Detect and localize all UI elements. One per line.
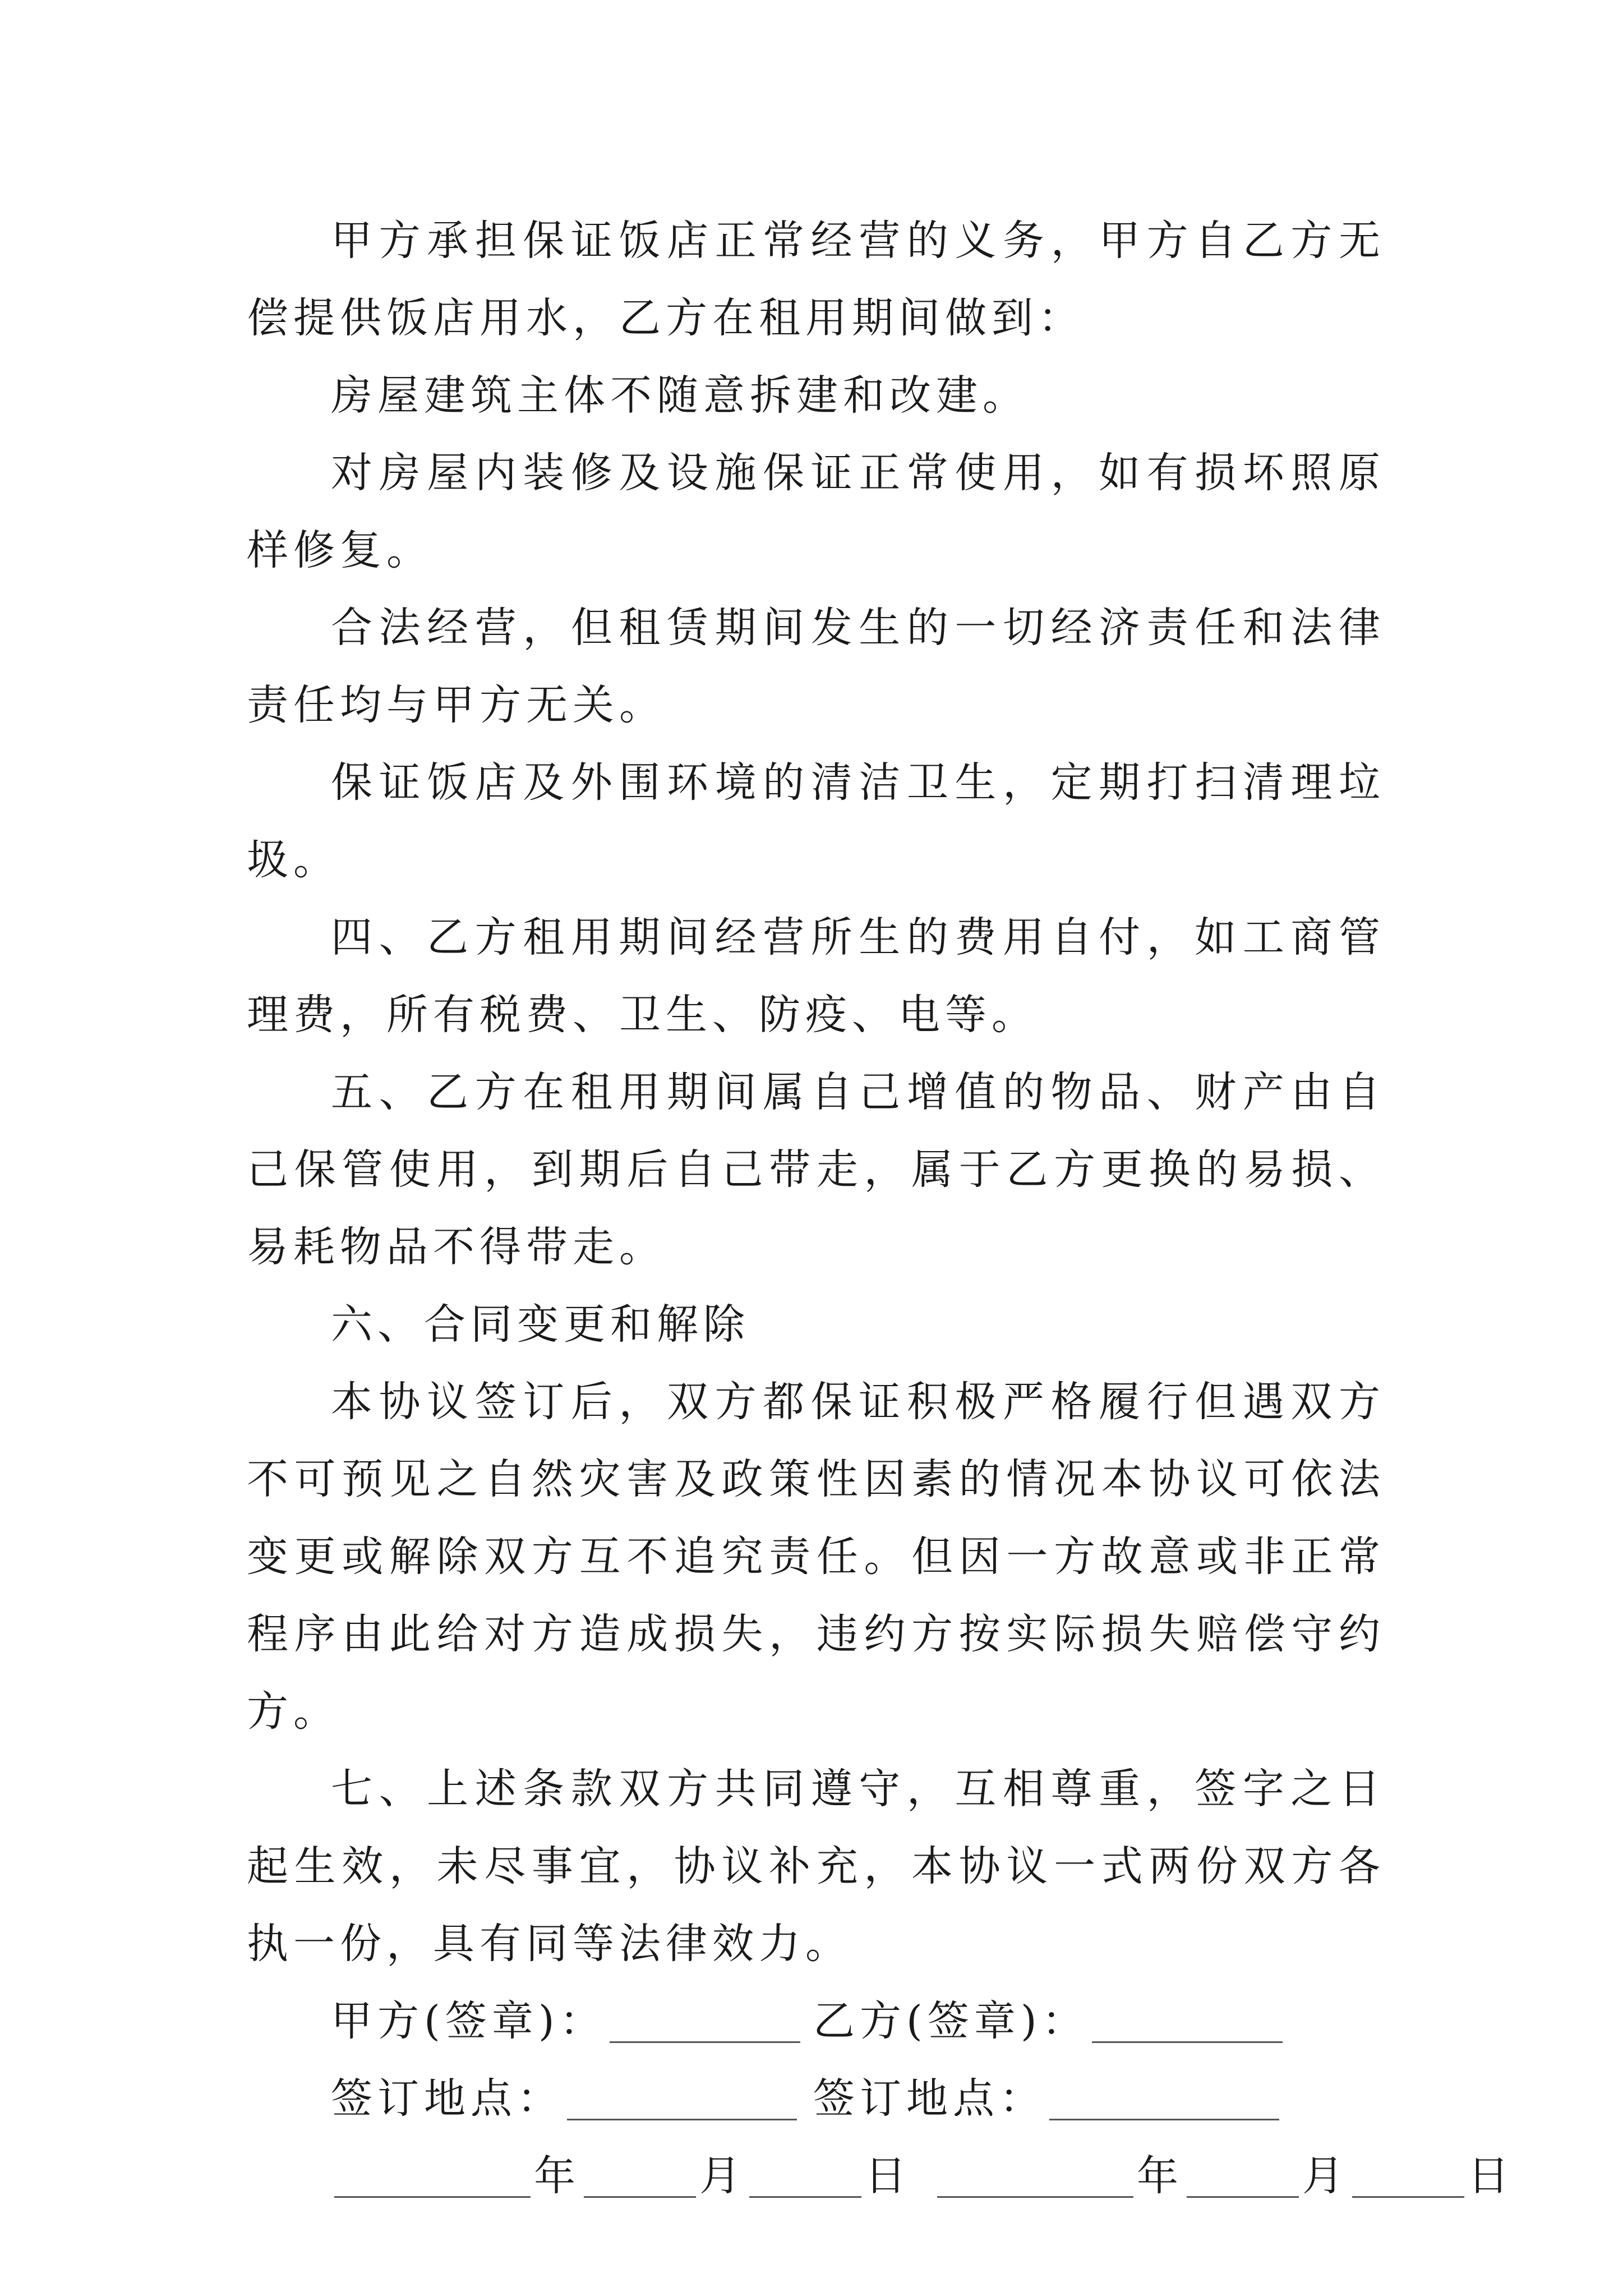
place-row bbox=[247, 2060, 1385, 2137]
paragraph-structure: 房屋建筑主体不随意拆建和改建。 bbox=[331, 371, 1029, 420]
party-b-place bbox=[813, 2060, 1283, 2137]
paragraph-decoration: 对房屋内装修及设施保证正常使用，如有损坏照原样修复。 bbox=[247, 449, 1385, 574]
party-a-signature-blank bbox=[610, 2041, 800, 2043]
party-a-day-label: 日 bbox=[865, 2152, 911, 2200]
party-a-label: 甲方(签章)： bbox=[331, 1997, 606, 2045]
party-b-place-blank bbox=[1049, 2119, 1279, 2120]
paragraph-clause-7: 七、上述条款双方共同遵守，互相尊重，签字之日起生效，未尽事宜，协议补充，本协议一式两份双方各执一份，具有同等法律效力。 bbox=[247, 1765, 1385, 1968]
party-a-date bbox=[331, 2137, 911, 2215]
party-b-day-blank bbox=[1352, 2196, 1464, 2198]
paragraph-legal-operation: 合法经营，但租赁期间发生的一切经济责任和法律责任均与甲方无关。 bbox=[247, 604, 1385, 729]
party-b-year-blank bbox=[937, 2196, 1133, 2198]
party-b-day-label: 日 bbox=[1468, 2152, 1514, 2200]
paragraph-clause-5: 五、乙方在租用期间属自己增值的物品、财产由自己保管使用，到期后自己带走，属于乙方更换的易损、易耗物品不得带走。 bbox=[247, 1068, 1385, 1271]
party-a-year-blank bbox=[334, 2196, 531, 2198]
party-b-date bbox=[934, 2137, 1514, 2215]
party-b-month-label: 月 bbox=[1302, 2152, 1349, 2200]
party-b-signature bbox=[813, 1982, 1286, 2060]
party-a-month-label: 月 bbox=[699, 2152, 746, 2200]
paragraph-clause-6-body: 本协议签订后，双方都保证积极严格履行但遇双方不可预见之自然灾害及政策性因素的情况本协议可依法变更或解除双方互不追究责任。但因一方故意或非正常程序由此给对方造成损失，违约方按实际损失赔偿守约方。 bbox=[247, 1378, 1385, 1736]
party-a-year-label: 年 bbox=[534, 2152, 580, 2200]
party-a-place bbox=[331, 2060, 813, 2137]
paragraph-hygiene: 保证饭店及外围环境的清洁卫生，定期打扫清理垃圾。 bbox=[247, 758, 1385, 884]
party-a-place-blank bbox=[567, 2119, 797, 2120]
party-a-signature bbox=[331, 1982, 813, 2060]
party-a-day-blank bbox=[749, 2196, 861, 2198]
paragraph-clause-4: 四、乙方租用期间经营所生的费用自付，如工商管理费，所有税费、卫生、防疫、电等。 bbox=[247, 913, 1385, 1039]
party-b-year-label: 年 bbox=[1137, 2152, 1183, 2200]
date-row bbox=[247, 2137, 1514, 2215]
signature-row bbox=[247, 1982, 1385, 2060]
party-b-signature-blank bbox=[1092, 2041, 1283, 2043]
paragraph-obligations: 甲方承担保证饭店正常经营的义务，甲方自乙方无偿提供饭店用水，乙方在租用期间做到： bbox=[247, 217, 1385, 342]
party-b-month-blank bbox=[1187, 2196, 1299, 2198]
party-a-month-blank bbox=[584, 2196, 696, 2198]
paragraph-clause-6-heading: 六、合同变更和解除 bbox=[331, 1300, 750, 1349]
party-b-label: 乙方(签章)： bbox=[813, 1997, 1089, 2045]
party-a-place-label: 签订地点： bbox=[331, 2074, 564, 2123]
document-body bbox=[247, 202, 1514, 2215]
party-b-place-label: 签订地点： bbox=[813, 2074, 1046, 2123]
